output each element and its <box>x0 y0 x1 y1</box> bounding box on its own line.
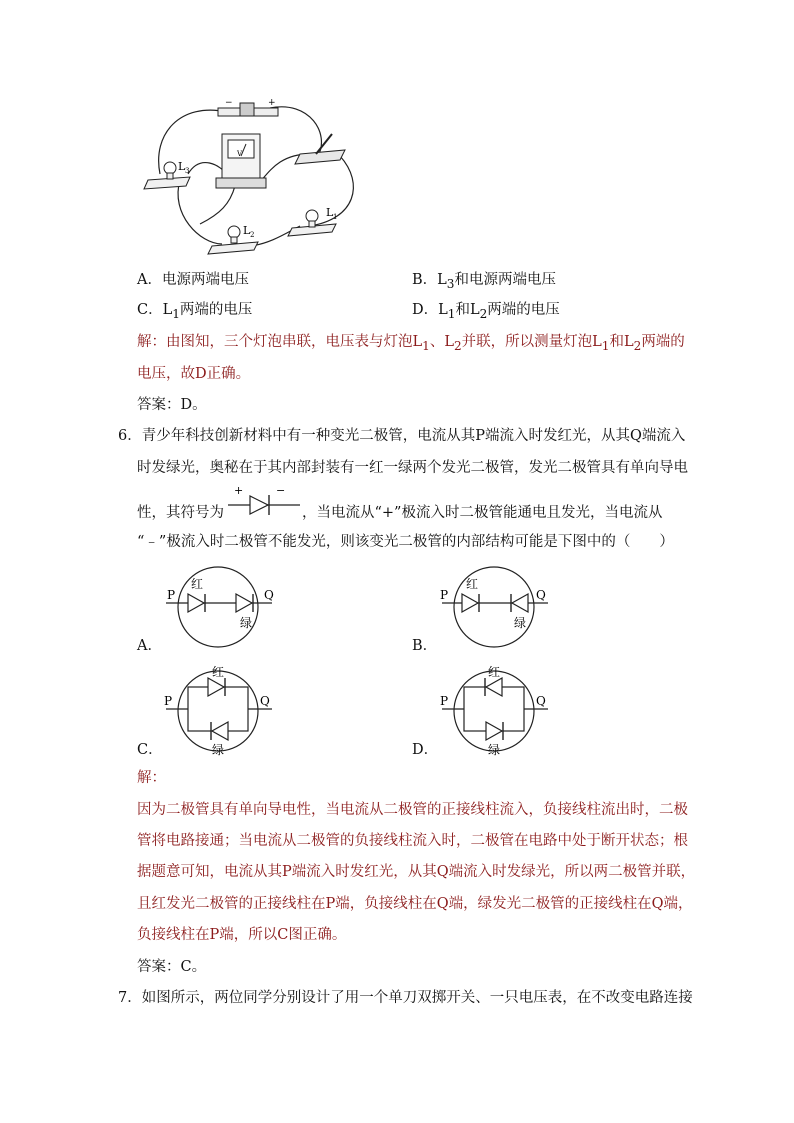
q5-solution-line1: 解：由图知，三个灯泡串联，电压表与灯泡$L_1$、$L_2$并联，所以测量灯泡$L_1$和$L_2$两端的 <box>137 334 685 353</box>
label-red: 红 <box>488 665 501 679</box>
option-b-label: B． <box>412 638 438 654</box>
q6-stem-line4: “﹣”极流入时二极管不能发光，则该变光二极管的内部结构可能是下图中的（ ） <box>137 534 674 550</box>
label-l3-sub: 3 <box>185 167 190 175</box>
q6-solution-l2: 管将电路接通；当电流从二极管的负接线柱流入时，二极管在电路中处于断开状态；根 <box>137 833 688 849</box>
label-p: P <box>440 694 449 708</box>
q6-stem-line3b: ，当电流从“+”极流入时二极管能通电且发光，当电流从 <box>302 505 663 521</box>
q6-solution-l3: 据题意可知，电流从其P端流入时发红光，从其Q端流入时发绿光，所以两二极管并联， <box>137 864 696 880</box>
label-l2-sub: 2 <box>250 231 255 239</box>
q6-solution-l5: 负接线柱在P端，所以C图正确。 <box>137 927 347 943</box>
label-q: Q <box>264 588 274 602</box>
label-q: Q <box>536 694 546 708</box>
label-q: Q <box>260 694 270 708</box>
q6-answer: 答案：C。 <box>137 959 207 975</box>
label-p: P <box>164 694 173 708</box>
voltmeter <box>216 134 266 188</box>
diagram-a <box>160 560 280 654</box>
battery-plus: + <box>268 98 276 108</box>
q5-option-a: A．电源两端电压 <box>137 272 249 288</box>
diagram-d <box>436 664 556 758</box>
q5-option-c: C．$L_1$两端的电压 <box>137 302 253 321</box>
battery-minus: − <box>225 98 233 108</box>
q5-option-d: D．$L_1$和$L_2$两端的电压 <box>412 302 560 321</box>
label-l1: L <box>326 206 334 219</box>
label-l3: L <box>178 160 186 173</box>
diode-symbol <box>228 484 300 518</box>
q6-stem-line2: 时发绿光，奥秘在于其内部封装有一红一绿两个发光二极管，发光二极管具有单向导电 <box>137 460 688 476</box>
label-red: 红 <box>191 577 204 591</box>
label-green: 绿 <box>240 616 253 630</box>
label-green: 绿 <box>212 743 225 757</box>
q5-option-b: B．$L_3$和电源两端电压 <box>412 272 556 291</box>
symbol-minus: − <box>276 484 286 497</box>
label-q: Q <box>536 588 546 602</box>
q6-stem-line1: 6．青少年科技创新材料中有一种变光二极管，电流从其P端流入时发红光，从其Q端流入 <box>118 428 686 444</box>
option-a-label: A． <box>137 638 162 654</box>
q5-solution-line2: 电压，故D正确。 <box>137 366 251 382</box>
meter-letter: V <box>237 150 243 158</box>
switch <box>295 134 345 164</box>
label-l1-sub: 1 <box>333 213 338 221</box>
label-green: 绿 <box>488 743 501 757</box>
q6-solution-l4: 且红发光二极管的正接线柱在P端，负接线柱在Q端，绿发光二极管的正接线柱在Q端， <box>137 896 693 912</box>
diagram-c <box>160 664 280 758</box>
option-d-label: D． <box>412 742 439 758</box>
q5-answer: 答案：D。 <box>137 397 207 413</box>
label-green: 绿 <box>514 616 527 630</box>
symbol-plus: + <box>234 484 244 497</box>
label-red: 红 <box>466 577 479 591</box>
circuit-figure <box>140 94 365 262</box>
label-l2: L <box>243 224 251 237</box>
q6-solution-l1: 因为二极管具有单向导电性，当电流从二极管的正接线柱流入，负接线柱流出时，二极 <box>137 802 688 818</box>
diagram-b <box>436 560 556 654</box>
q6-stem-line3a: 性，其符号为 <box>137 505 224 521</box>
label-p: P <box>440 588 449 602</box>
q7-stem-line1: 7．如图所示，两位同学分别设计了用一个单刀双掷开关、一只电压表，在不改变电路连接 <box>118 990 693 1006</box>
label-red: 红 <box>212 665 225 679</box>
option-c-label: C． <box>137 742 163 758</box>
label-p: P <box>167 588 176 602</box>
q6-solution-head: 解： <box>137 770 166 786</box>
